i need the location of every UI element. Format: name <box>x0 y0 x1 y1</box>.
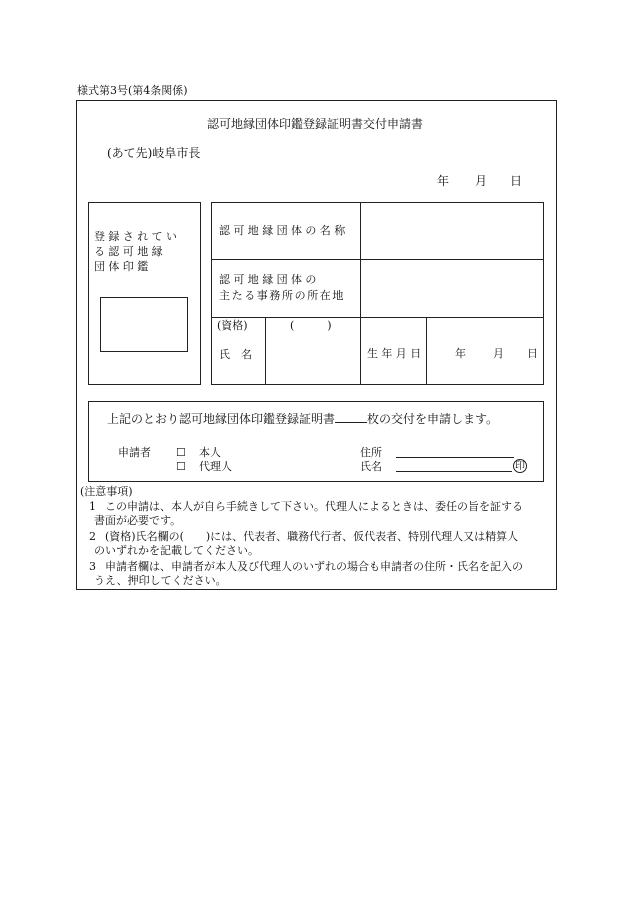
registered-seal-label-line: る認可地縁 <box>94 245 166 258</box>
request-statement-before: 上記のとおり認可地縁団体印鑑登録証明書 <box>107 412 336 426</box>
qualification-label: (資格) <box>217 319 248 332</box>
applicant-name-label: 氏名 <box>360 460 382 473</box>
office-address-label-line: 認可地縁団体の <box>219 273 320 286</box>
note-line: 書面が必要です。 <box>94 514 182 527</box>
seal-impression-area[interactable] <box>100 297 188 352</box>
form-number: 様式第3号(第4条関係) <box>77 84 188 97</box>
note-line: 申請者欄は、申請者が本人及び代理人のいずれの場合も申請者の住所・氏名を記入の <box>105 560 523 573</box>
note-line: この申請は、本人が自ら手続きして下さい。代理人によるときは、委任の旨を証する <box>105 500 523 513</box>
group-name-value[interactable] <box>361 203 543 258</box>
group-name-label: 認可地縁団体の名称 <box>219 224 349 237</box>
address-label: 住所 <box>360 446 382 459</box>
applicant-name-line[interactable] <box>396 471 512 472</box>
note-line: のいずれかを記載してください。 <box>94 544 259 557</box>
checkbox-self[interactable]: ☐ <box>176 446 186 459</box>
name-label: 氏 名 <box>219 348 252 361</box>
birth-year: 年 <box>455 347 466 360</box>
note-number: 2 <box>89 530 96 543</box>
option-agent-label: 代理人 <box>199 460 232 473</box>
date-month: 月 <box>475 174 488 188</box>
birth-date-label: 生年月日 <box>367 347 425 360</box>
office-address-label-line: 主たる事務所の所在地 <box>219 289 345 302</box>
request-statement <box>107 411 498 426</box>
registered-seal-label-line: 登録されてい <box>94 230 181 243</box>
birth-day: 日 <box>527 347 538 360</box>
address-line[interactable] <box>396 457 514 458</box>
date-day: 日 <box>510 174 523 188</box>
seal-mark: 印 <box>515 461 525 472</box>
note-line: (資格)氏名欄の( )には、代表者、職務代行者、仮代表者、特別代理人又は精算人 <box>105 530 519 543</box>
note-number: 1 <box>89 500 96 513</box>
form-title: 認可地縁団体印鑑登録証明書交付申請書 <box>206 117 423 131</box>
note-number: 3 <box>89 560 96 573</box>
copies-blank[interactable] <box>335 411 367 423</box>
registered-seal-label-line: 団体印鑑 <box>94 260 152 273</box>
request-statement-after: 枚の交付を申請します。 <box>367 412 499 426</box>
addressee: (あて先)岐阜市長 <box>107 146 201 160</box>
notes-header: (注意事項) <box>80 485 133 498</box>
checkbox-agent[interactable]: ☐ <box>176 460 186 473</box>
date-year: 年 <box>437 174 450 188</box>
name-value[interactable] <box>266 335 359 384</box>
option-self-label: 本人 <box>199 446 221 459</box>
note-line: うえ、押印してください。 <box>94 574 227 587</box>
birth-month: 月 <box>493 347 504 360</box>
office-address-value[interactable] <box>361 260 543 316</box>
applicant-label: 申請者 <box>118 446 151 459</box>
qualification-paren[interactable]: ( ) <box>290 319 332 332</box>
